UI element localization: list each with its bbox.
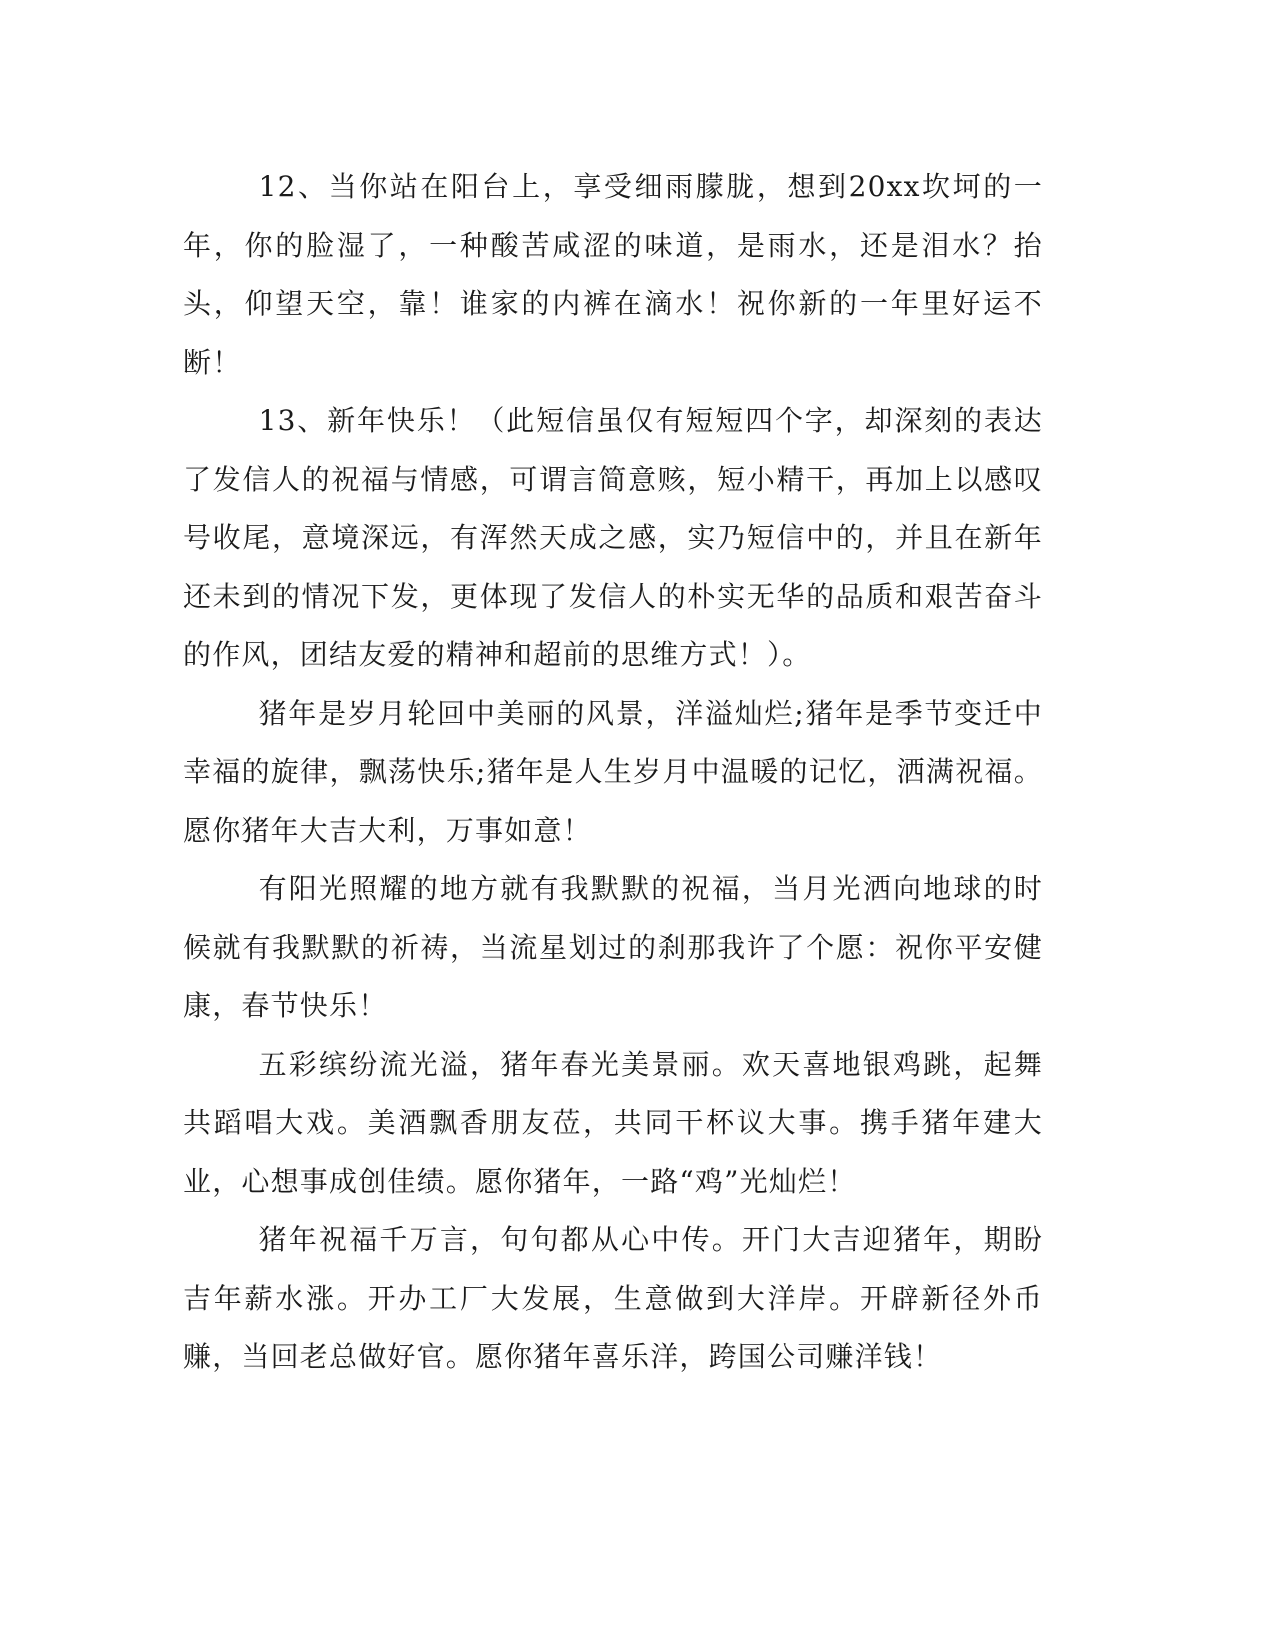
paragraph-pig-year-scenery: 猪年是岁月轮回中美丽的风景，洋溢灿烂;猪年是季节变迁中幸福的旋律，飘荡快乐;猪年是人生岁月中温暖的记忆，洒满祝福。愿你猪年大吉大利，万事如意！ xyxy=(183,696,1043,847)
document-body xyxy=(183,158,1043,1387)
paragraph-13: 13、新年快乐！（此短信虽仅有短短四个字，却深刻的表达了发信人的祝福与情感，可谓言简意赅，短小精干，再加上以感叹号收尾，意境深远，有浑然天成之感，实乃短信中的，并且在新年还未到的情况下发，更体现了发信人的朴实无华的品质和艰苦奋斗的作风，团结友爱的精神和超前的思维方式！）。 xyxy=(183,404,1043,671)
paragraph-colorful-light: 五彩缤纷流光溢，猪年春光美景丽。欢天喜地银鸡跳，起舞共蹈唱大戏。美酒飘香朋友莅，共同干杯议大事。携手猪年建大业，心想事成创佳绩。愿你猪年，一路“鸡”光灿烂！ xyxy=(183,1047,1043,1198)
paragraph-12: 12、当你站在阳台上，享受细雨朦胧，想到20xx坎坷的一年，你的脸湿了，一种酸苦咸涩的味道，是雨水，还是泪水？抬头，仰望天空，靠！谁家的内裤在滴水！祝你新的一年里好运不断！ xyxy=(183,170,1043,379)
paragraph-thousand-words: 猪年祝福千万言，句句都从心中传。开门大吉迎猪年，期盼吉年薪水涨。开办工厂大发展，生意做到大洋岸。开辟新径外币赚，当回老总做好官。愿你猪年喜乐洋，跨国公司赚洋钱！ xyxy=(183,1223,1043,1373)
paragraph-sunshine-blessing: 有阳光照耀的地方就有我默默的祝福，当月光洒向地球的时候就有我默默的祈祷，当流星划过的刹那我许了个愿：祝你平安健康，春节快乐！ xyxy=(183,872,1043,1022)
